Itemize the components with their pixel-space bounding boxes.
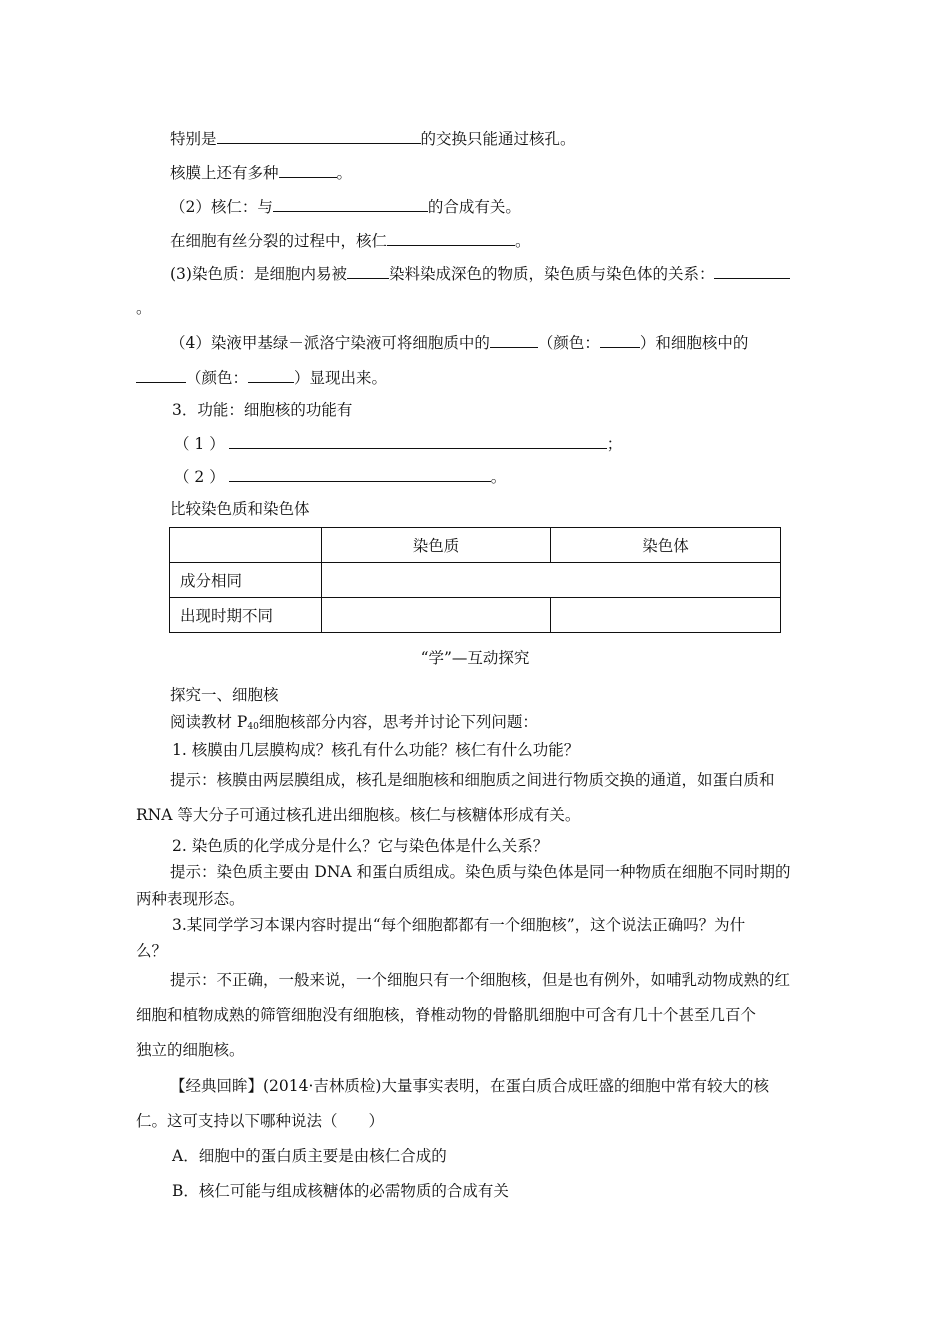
line-text: ）显现出来。: [294, 369, 388, 387]
option-a: A．细胞中的蛋白质主要是由核仁合成的: [172, 1147, 447, 1165]
fill-blank: [347, 263, 389, 279]
line-text: 细胞核部分内容，思考并讨论下列问题：: [258, 713, 538, 731]
question-2: 2. 染色质的化学成分是什么？它与染色体是什么关系？: [172, 837, 549, 855]
text-line-5: [170, 263, 790, 284]
classic-review-line-1: 【经典回眸】(2014·吉林质检)大量事实表明，在蛋白质合成旺盛的细胞中常有较大的核: [170, 1077, 769, 1095]
classic-review-line-2: 仁。这可支持以下哪种说法（ ）: [136, 1112, 385, 1130]
hint-3-line-1: 提示：不正确，一般来说，一个细胞只有一个细胞核，但是也有例外，如哺乳动物成熟的红: [170, 971, 791, 989]
section-caption: “学”—互动探究: [420, 649, 530, 667]
fill-blank: [136, 367, 186, 383]
line-text: ；: [606, 435, 623, 453]
table-cell: [322, 598, 551, 633]
hint-2-line-1: 提示：染色质主要由 DNA 和蛋白质组成。染色质与染色体是同一种物质在细胞不同时期的: [170, 863, 791, 881]
text-line-7: [170, 332, 748, 353]
line-text: 的交换只能通过核孔。: [420, 130, 576, 148]
reading-instruction: [170, 712, 538, 737]
table-header-cell: 染色体: [551, 528, 781, 563]
line-text: 。: [490, 468, 507, 486]
fill-blank: [229, 433, 607, 449]
page-subscript: 40: [247, 722, 259, 732]
line-text: 染料染成深色的物质，染色质与染色体的关系：: [388, 265, 715, 283]
table-cell: [322, 563, 781, 598]
hint-3-line-3: 独立的细胞核。: [136, 1041, 245, 1059]
comparison-table: [169, 527, 781, 633]
text-line-10: [174, 433, 622, 454]
table-row-label: 成分相同: [170, 563, 322, 598]
fill-blank: [600, 332, 640, 348]
fill-blank: [273, 196, 428, 212]
line-text: 在细胞有丝分裂的过程中，核仁: [170, 232, 388, 250]
line-text: （4）染液甲基绿－派洛宁染液可将细胞质中的: [170, 334, 490, 352]
fill-blank: [387, 230, 515, 246]
line-text: （颜色：: [186, 369, 249, 387]
text-line-2: [170, 162, 352, 183]
line-text: （2）核仁：与: [170, 198, 273, 216]
table-header-cell: [170, 528, 322, 563]
section-title: 探究一、细胞核: [170, 686, 279, 704]
fill-blank: [279, 162, 337, 178]
fill-blank: [217, 128, 421, 144]
question-1: 1. 核膜由几层膜构成？核孔有什么功能？核仁有什么功能？: [172, 741, 580, 759]
fill-blank: [714, 263, 790, 279]
text-line-8: [136, 367, 387, 388]
text-line-3: [170, 196, 521, 217]
line-text: 。: [515, 232, 531, 250]
line-text: 。: [336, 164, 353, 182]
text-line-9: 3．功能：细胞核的功能有: [172, 401, 353, 419]
hint-2-line-2: 两种表现形态。: [136, 890, 245, 908]
table-header-row: [170, 528, 781, 563]
question-3-line-1: 3.某同学学习本课内容时提出“每个细胞都都有一个细胞核”，这个说法正确吗？为什: [172, 916, 746, 934]
text-line-11: [174, 466, 506, 487]
line-text: 的合成有关。: [427, 198, 521, 216]
table-cell: [551, 598, 781, 633]
fill-blank: [229, 466, 491, 482]
line-text: （ 1 ）: [174, 435, 225, 453]
fill-blank: [490, 332, 538, 348]
line-text: 阅读教材 P: [170, 713, 248, 731]
fill-blank: [248, 367, 294, 383]
hint-1-line-2: RNA 等大分子可通过核孔进出细胞核。核仁与核糖体形成有关。: [136, 806, 581, 824]
line-text: 特别是: [170, 130, 217, 148]
line-text: (3)染色质：是细胞内易被: [170, 265, 347, 283]
text-line-6: 。: [136, 299, 152, 317]
hint-1-line-1: 提示：核膜由两层膜组成，核孔是细胞核和细胞质之间进行物质交换的通道，如蛋白质和: [170, 771, 775, 789]
line-text: ）和细胞核中的: [639, 334, 749, 352]
table-row-label: 出现时期不同: [170, 598, 322, 633]
table-row: [170, 598, 781, 633]
text-line-4: [170, 230, 531, 251]
option-b: B．核仁可能与组成核糖体的必需物质的合成有关: [172, 1182, 509, 1200]
question-3-line-2: 么？: [136, 942, 168, 960]
table-header-cell: 染色质: [322, 528, 551, 563]
line-text: （ 2 ）: [174, 468, 225, 486]
text-line-1: [170, 128, 576, 149]
hint-3-line-2: 细胞和植物成熟的筛管细胞没有细胞核，脊椎动物的骨骼肌细胞中可含有几十个甚至几百个: [136, 1006, 757, 1024]
line-text: （颜色：: [537, 334, 600, 352]
table-title: 比较染色质和染色体: [170, 500, 310, 518]
line-text: 核膜上还有多种: [170, 164, 279, 182]
table-row: [170, 563, 781, 598]
